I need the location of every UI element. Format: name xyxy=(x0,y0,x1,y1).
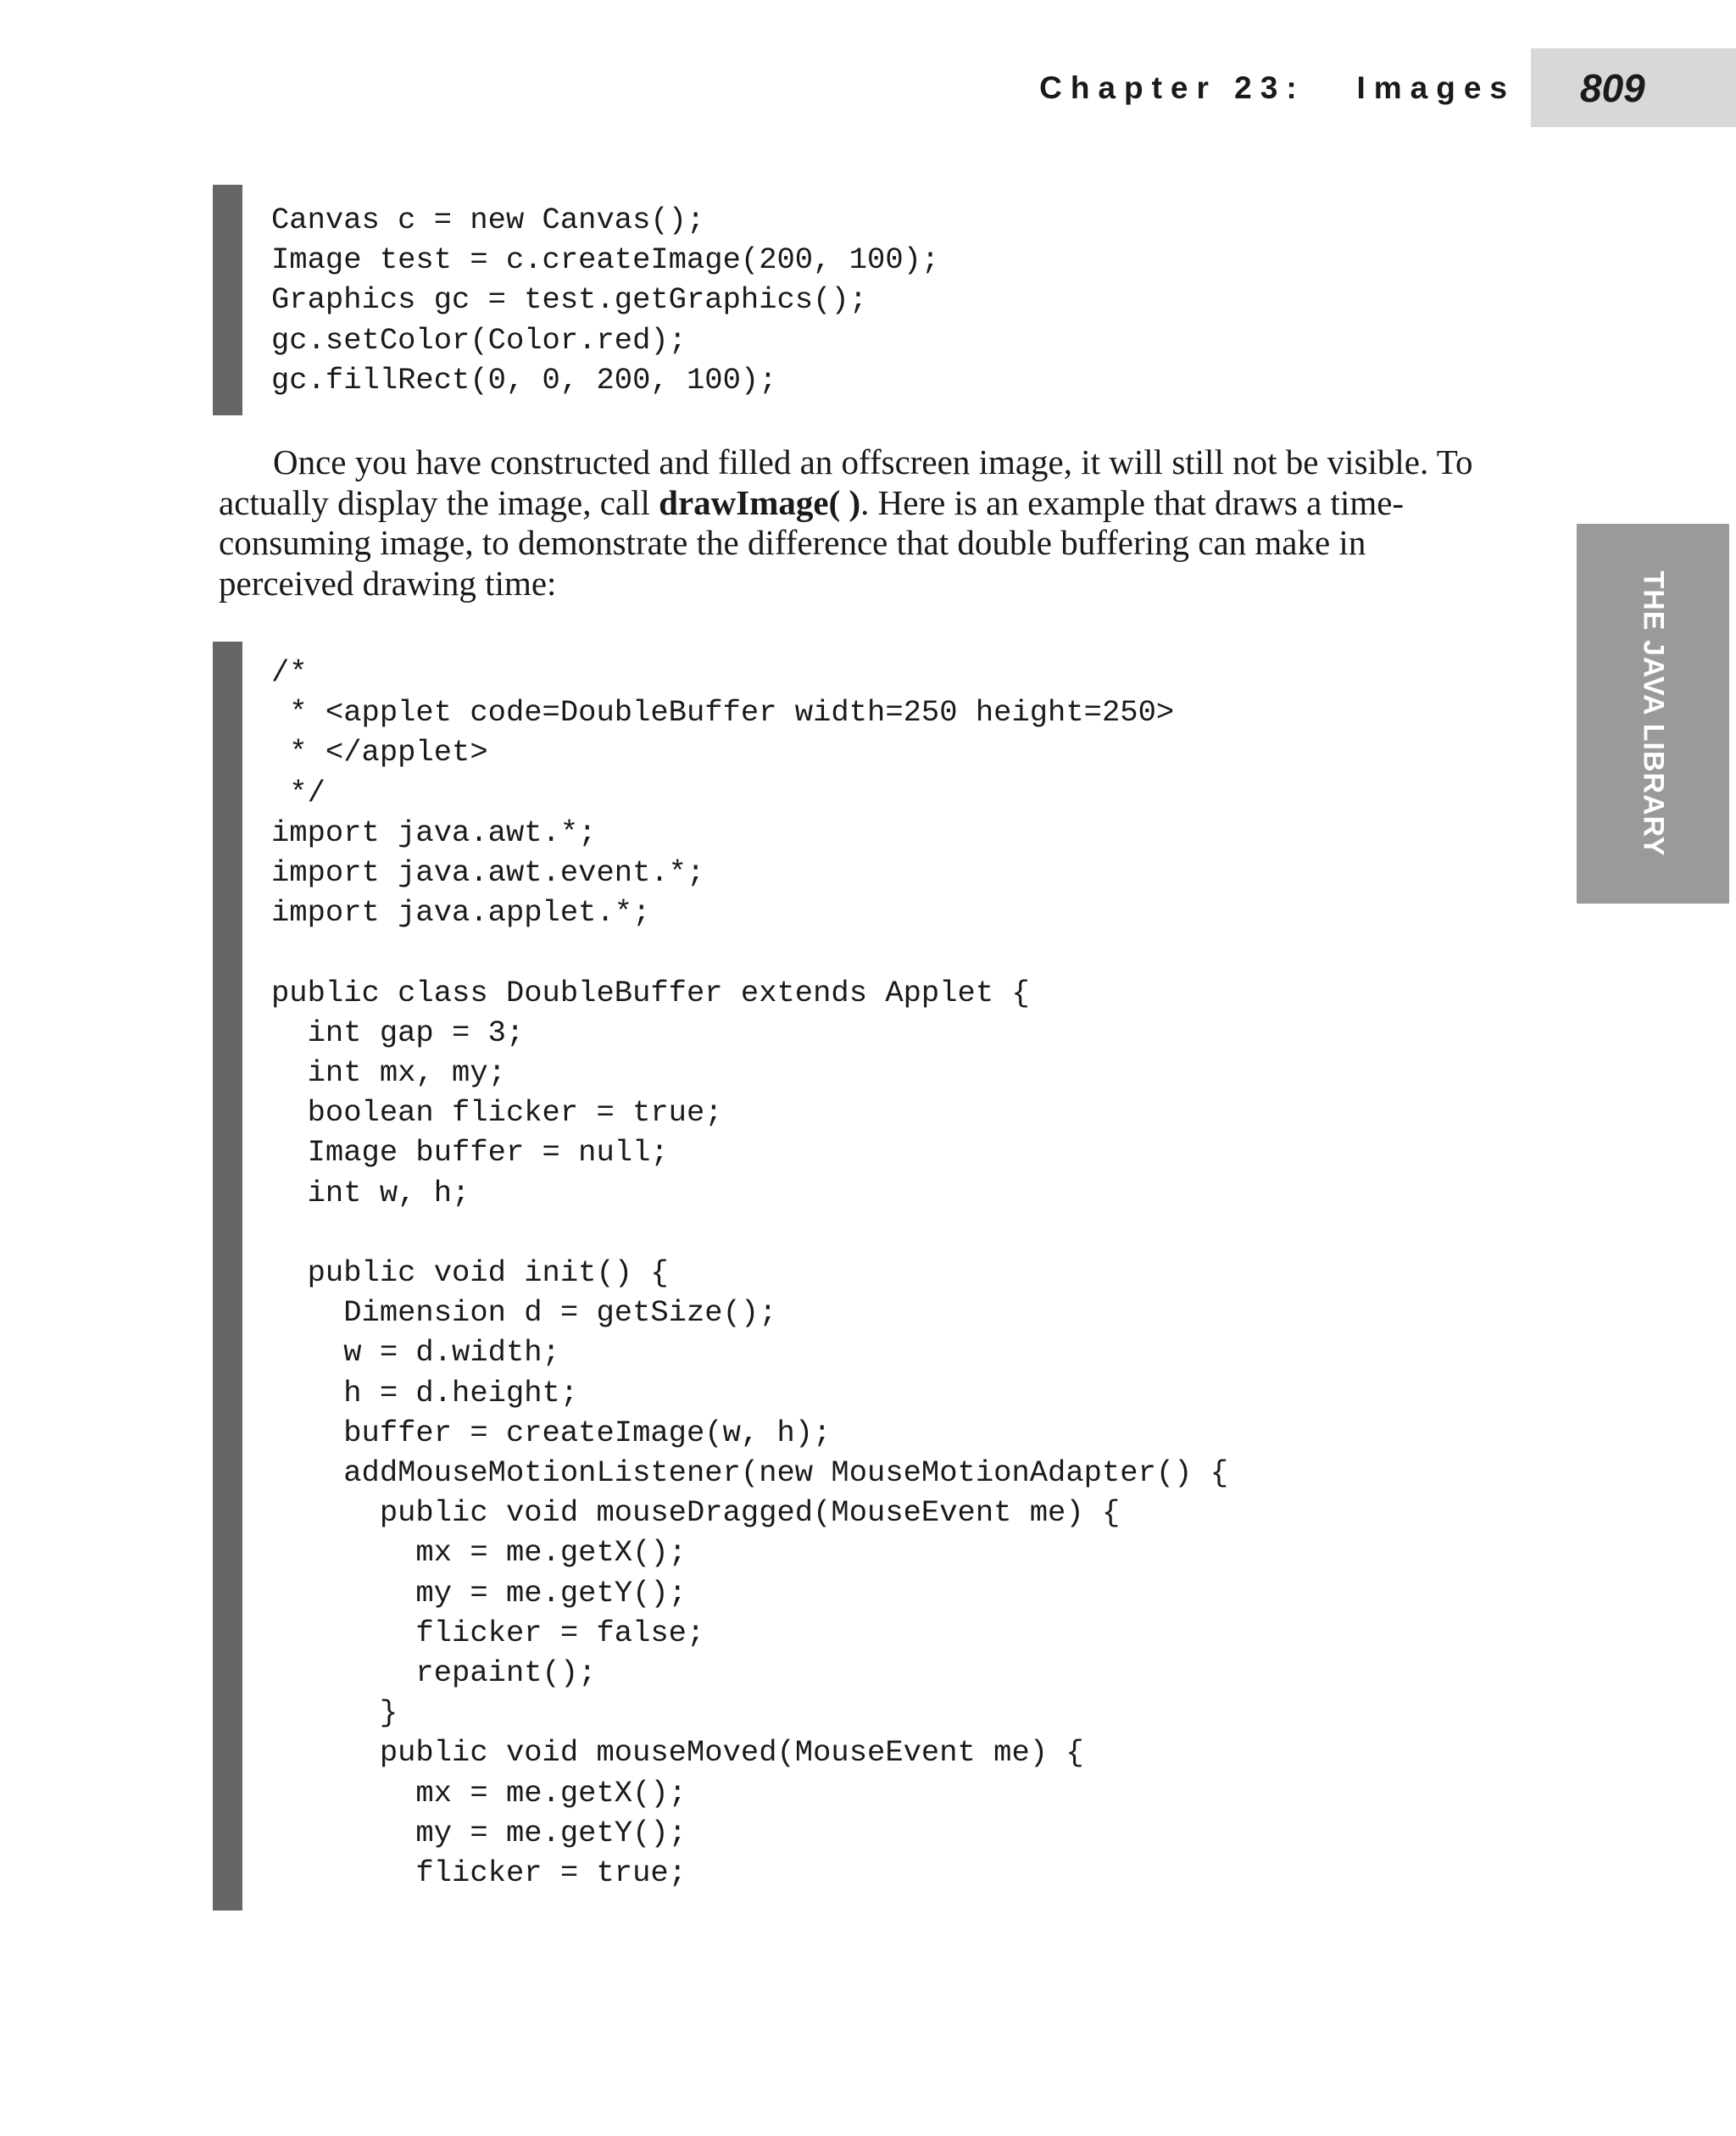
code-listing-canvas xyxy=(213,185,939,415)
page-number: 809 xyxy=(1580,65,1645,110)
code-listing-doublebuffer xyxy=(213,642,1228,1911)
page-number-box xyxy=(1531,48,1736,127)
paragraph-text-after: . Here is an example that draws a time-consuming image, to demonstrate the difference that double buffering can make in perceived drawing time: xyxy=(219,482,1405,603)
running-header xyxy=(1039,48,1736,127)
method-name: drawImage( ) xyxy=(659,482,861,522)
chapter-title: Chapter 23: Images xyxy=(1039,70,1516,105)
paragraph-text-before: Once you have constructed and filled an offscreen image, it will still not be visible. To actually display the image, call xyxy=(219,442,1473,522)
code-text: /* * <applet code=DoubleBuffer width=250 height=250> * </applet> */ import java.awt.*; import java.awt.event.*; import java.applet.*; public class DoubleBuffer extends Applet { int gap = 3; int mx, my; boolean flicker = true; Image buffer = null; int w, h; public void init() { Dimension d = getSize(); w = d.width; h = d.height; buffer = createImage(w, h); addMouseMotionListener(new MouseMotionAdapter() { public void mouseDragged(MouseEvent me) { mx = me.getX(); my = me.getY(); flicker = false; repaint(); } public void mouseMoved(MouseEvent me) { mx = me.getX(); my = me.getY(); flicker = true; xyxy=(271,655,1229,1891)
section-tab-label: THE JAVA LIBRARY xyxy=(1637,570,1670,857)
body-paragraph xyxy=(219,442,1490,604)
section-tab xyxy=(1577,524,1729,904)
code-text: Canvas c = new Canvas(); Image test = c.createImage(200, 100); Graphics gc = test.getGraphics(); gc.setColor(Color.red); gc.fillRect(0, 0, 200, 100); xyxy=(271,203,940,398)
